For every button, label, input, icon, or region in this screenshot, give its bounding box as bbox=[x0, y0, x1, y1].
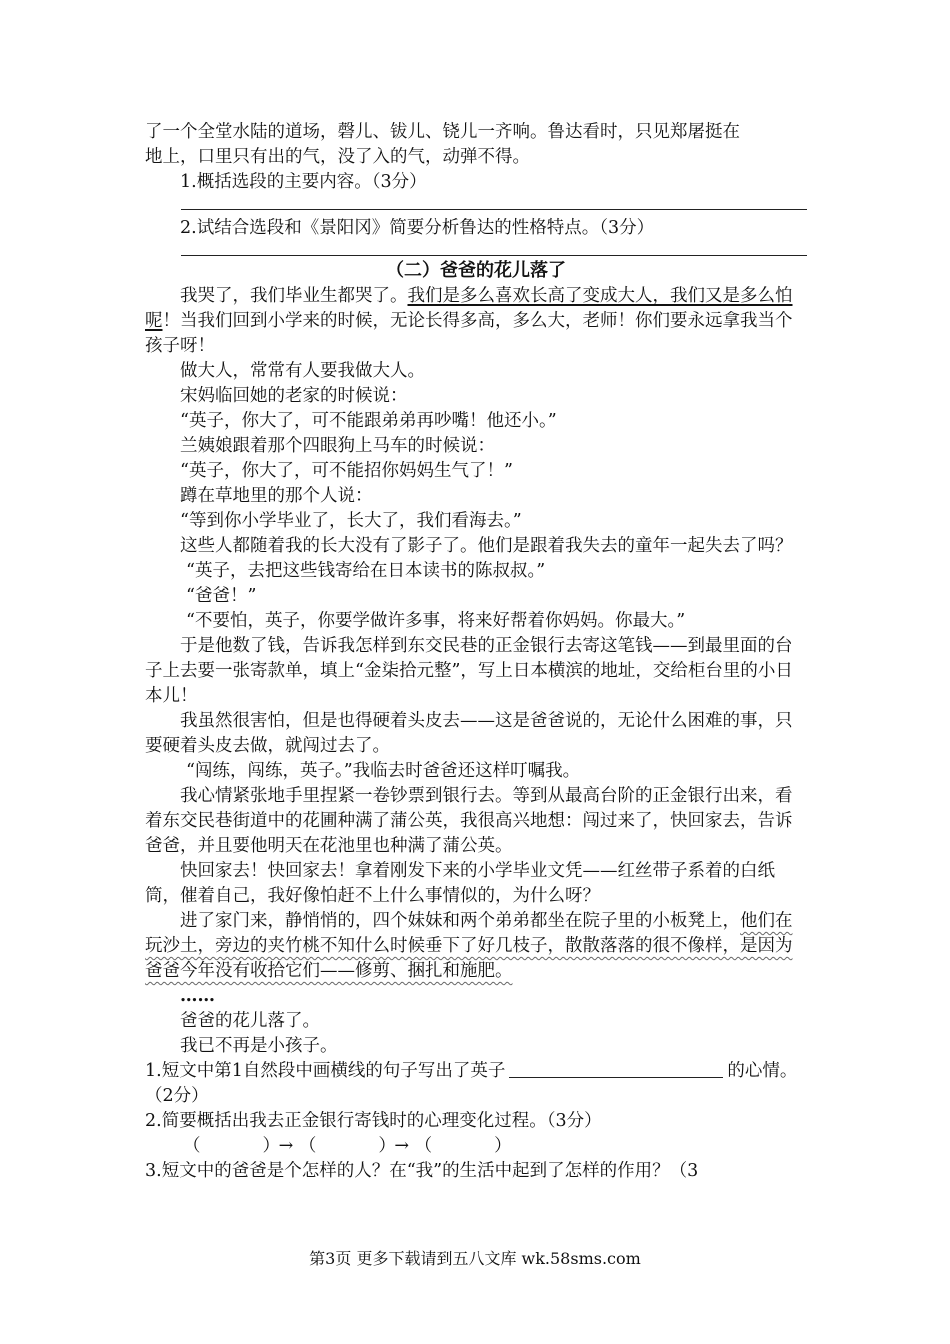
paragraph: 兰姨娘跟着那个四眼狗上马车的时候说： bbox=[180, 436, 495, 456]
paragraph: 进了家门来，静悄悄的，四个妹妹和两个弟弟都坐在院子里的小板凳上，他们在玩沙土，旁边的夹竹桃不知什么时候垂下了好几枝子，散散落落的很不像样，是因为爸爸今年没有收拾它们——修剪、捆扎和施肥。 bbox=[145, 911, 793, 981]
paragraph: 做大人，常常有人要我做大人。 bbox=[180, 361, 425, 381]
question-3: 3.短文中的爸爸是个怎样的人？在“我”的生活中起到了怎样的作用？（3 bbox=[145, 1161, 699, 1181]
paragraph: “等到你小学毕业了，长大了，我们看海去。” bbox=[180, 511, 522, 531]
paragraph: 于是他数了钱，告诉我怎样到东交民巷的正金银行去寄这笔钱——到最里面的台子上去要一张寄款单，填上“金柒拾元整”，写上日本横滨的地址，交给柜台里的小日本儿！ bbox=[145, 636, 793, 706]
passage-line: 地上，口里只有出的气，没了入的气，动弹不得。 bbox=[145, 147, 530, 167]
question-1: 1.概括选段的主要内容。（3分） bbox=[180, 172, 427, 192]
paragraph: 快回家去！快回家去！拿着刚发下来的小学毕业文凭——红丝带子系着的白纸筒，催着自己，我好像怕赶不上什么事情似的，为什么呀？ bbox=[145, 861, 775, 906]
answer-line bbox=[181, 209, 807, 210]
paragraph: “英子，去把这些钱寄给在日本读书的陈叔叔。” bbox=[186, 561, 546, 581]
paragraph: 我已不再是小孩子。 bbox=[180, 1036, 338, 1056]
underlined-sentence: 我们是多么喜欢长高了变成大人，我们又是多么怕呢 bbox=[145, 286, 793, 331]
paragraph: 蹲在草地里的那个人说： bbox=[180, 486, 373, 506]
question-2: 2.试结合选段和《景阳冈》简要分析鲁达的性格特点。（3分） bbox=[180, 218, 655, 238]
answer-blank[interactable]: （ ） bbox=[414, 1136, 512, 1156]
paragraph: 我虽然很害怕，但是也得硬着头皮去——这是爸爸说的，无论什么困难的事，只要硬着头皮去做，就闯过去了。 bbox=[145, 711, 793, 756]
answer-blank[interactable]: （ ） bbox=[298, 1136, 396, 1156]
paragraph: “英子，你大了，可不能跟弟弟再吵嘴！他还小。” bbox=[180, 411, 557, 431]
paragraph: 我哭了，我们毕业生都哭了。我们是多么喜欢长高了变成大人，我们又是多么怕呢！当我们回到小学来的时候，无论长得多高，多么大，老师！你们要永远拿我当个孩子呀！ bbox=[145, 286, 793, 356]
paragraph: “英子，你大了，可不能招你妈妈生气了！” bbox=[180, 461, 513, 481]
paragraph: 这些人都随着我的长大没有了影子了。他们是跟着我失去的童年一起失去了吗？ bbox=[180, 536, 793, 556]
fill-blank[interactable] bbox=[509, 1059, 723, 1078]
arrow-icon: → bbox=[394, 1136, 410, 1156]
answer-arrow-row bbox=[145, 1134, 807, 1159]
wavy-underlined-sentence: 他们在玩沙土，旁边的夹竹桃不知什么时候垂下了好几枝子，散散落落的很不像样，是因为爸爸今年没有收拾它们——修剪、捆扎和施肥。 bbox=[145, 911, 793, 981]
passage-line: 了一个全堂水陆的道场，磬儿、钹儿、铙儿一齐响。鲁达看时，只见郑屠挺在 bbox=[145, 122, 740, 142]
paragraph: “不要怕，英子，你要学做许多事，将来好帮着你妈妈。你最大。” bbox=[186, 611, 686, 631]
question-1: 1.短文中第1自然段中画横线的句子写出了英子 的心情。（2分） bbox=[145, 1061, 798, 1106]
paragraph: “闯练，闯练，英子。”我临去时爸爸还这样叮嘱我。 bbox=[186, 761, 581, 781]
arrow-icon: → bbox=[278, 1136, 294, 1156]
paragraph: 我心情紧张地手里捏紧一卷钞票到银行去。等到从最高台阶的正金银行出来，看着东交民巷街道中的花圃种满了蒲公英，我很高兴地想：闯过来了，快回家去，告诉爸爸，并且要他明天在花池里也种满了蒲公英。 bbox=[145, 786, 793, 856]
section-title: （二）爸爸的花儿落了 bbox=[386, 260, 566, 281]
document-body bbox=[145, 120, 807, 1184]
answer-line bbox=[181, 255, 807, 256]
paragraph: “爸爸！” bbox=[186, 586, 257, 606]
question-2: 2.简要概括出我去正金银行寄钱时的心理变化过程。（3分） bbox=[145, 1111, 602, 1131]
paragraph: 爸爸的花儿落了。 bbox=[180, 1011, 320, 1031]
answer-blank[interactable]: （ ） bbox=[183, 1136, 280, 1156]
paragraph: 宋妈临回她的老家的时候说： bbox=[180, 386, 408, 406]
ellipsis: …… bbox=[180, 986, 215, 1006]
page-footer: 第3页 更多下载请到五八文库 wk.58sms.com bbox=[309, 1249, 641, 1268]
